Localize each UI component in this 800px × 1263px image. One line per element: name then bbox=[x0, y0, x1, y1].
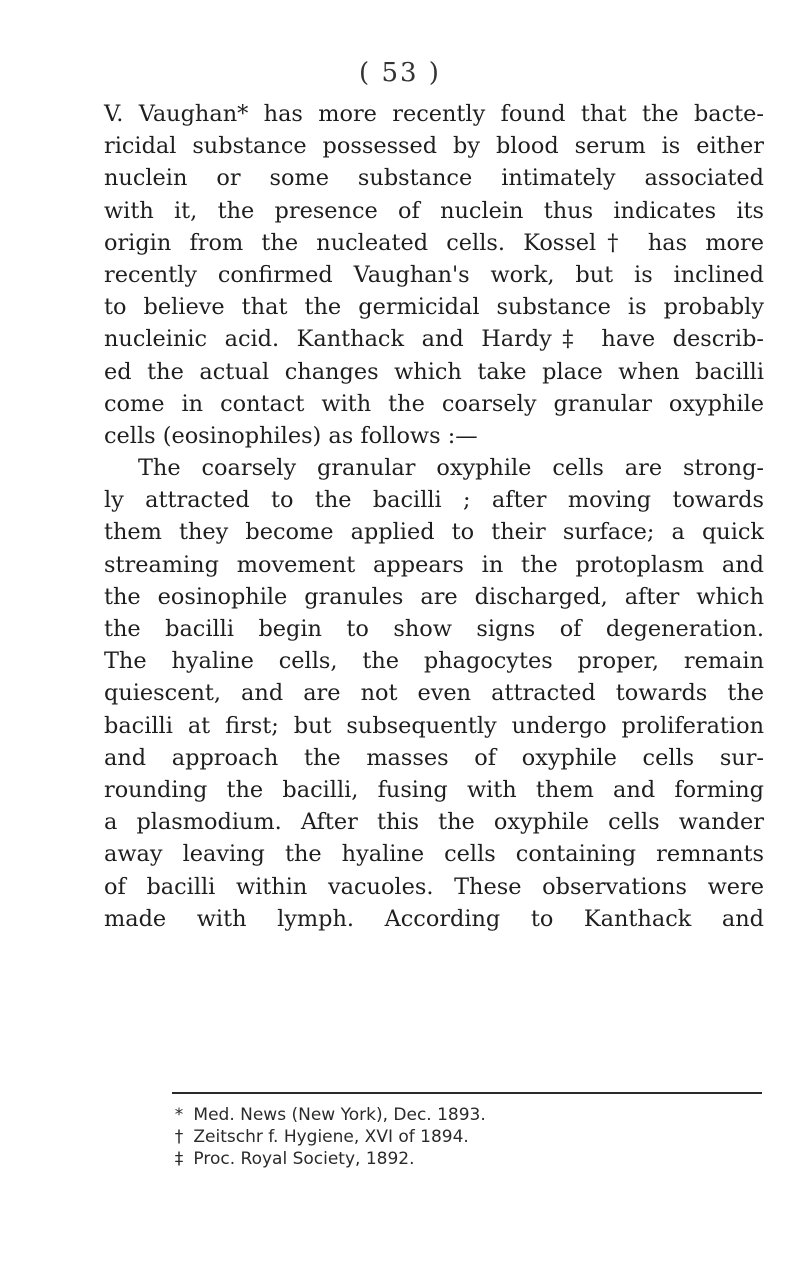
text-line: nucleinic acid. Kanthack and Hardy‡ have describ- bbox=[104, 326, 764, 353]
text-line: come in contact with the coarsely granular oxyphile bbox=[104, 390, 764, 417]
text-line: away leaving the hyaline cells containing remnants bbox=[104, 841, 764, 868]
text-line: origin from the nucleated cells. Kossel† has more bbox=[104, 229, 764, 256]
footnote-mark: † bbox=[174, 1127, 184, 1147]
text-line: V. Vaughan* has more recently found that the bacte- bbox=[104, 101, 764, 127]
text-line: cells (eosinophiles) as follows :— bbox=[104, 422, 478, 449]
footnote bbox=[170, 1148, 730, 1170]
text-line: The hyaline cells, the phagocytes proper, remain bbox=[104, 648, 764, 675]
text-line: quiescent, and are not even attracted towards the bbox=[104, 680, 764, 707]
text-line: rounding the bacilli, fusing with them and forming bbox=[104, 776, 764, 803]
text-line: made with lymph. According to Kanthack and bbox=[104, 905, 764, 932]
text-line: The coarsely granular oxyphile cells are strong- bbox=[138, 455, 764, 482]
text-line: them they become applied to their surface; a quick bbox=[104, 519, 764, 546]
footnote-divider bbox=[172, 1092, 762, 1094]
text-line: ly attracted to the bacilli ; after moving towards bbox=[104, 487, 764, 514]
footnote-mark: ‡ bbox=[174, 1149, 184, 1169]
text-line: with it, the presence of nuclein thus indicates its bbox=[104, 197, 764, 224]
text-line: ed the actual changes which take place when bacilli bbox=[104, 358, 764, 385]
text-line: ricidal substance possessed by blood serum is either bbox=[104, 133, 764, 160]
footnote-text: Zeitschr f. Hygiene, XVI of 1894. bbox=[193, 1127, 469, 1147]
text-line: and approach the masses of oxyphile cells sur- bbox=[104, 744, 764, 771]
footnote-text: Proc. Royal Society, 1892. bbox=[193, 1149, 415, 1169]
text-line: the bacilli begin to show signs of degeneration. bbox=[104, 616, 764, 642]
footnote-mark: * bbox=[174, 1105, 184, 1125]
text-line: streaming movement appears in the protoplasm and bbox=[104, 551, 764, 578]
text-line: the eosinophile granules are discharged, after which bbox=[104, 583, 764, 610]
text-line: nuclein or some substance intimately associated bbox=[104, 165, 764, 192]
text-line: of bacilli within vacuoles. These observations were bbox=[104, 873, 764, 900]
text-line: to believe that the germicidal substance is probably bbox=[104, 294, 764, 321]
footnote-text: Med. News (New York), Dec. 1893. bbox=[193, 1105, 486, 1125]
footnotes bbox=[170, 1104, 730, 1170]
text-line: a plasmodium. After this the oxyphile cells wander bbox=[104, 809, 764, 836]
footnote bbox=[170, 1104, 730, 1126]
text-line: recently confirmed Vaughan's work, but is inclined bbox=[104, 261, 764, 288]
footnote bbox=[170, 1126, 730, 1148]
text-line: bacilli at first; but subsequently undergo proliferation bbox=[104, 712, 764, 739]
page-number: ( 53 ) bbox=[359, 58, 441, 88]
body-text bbox=[104, 98, 764, 935]
